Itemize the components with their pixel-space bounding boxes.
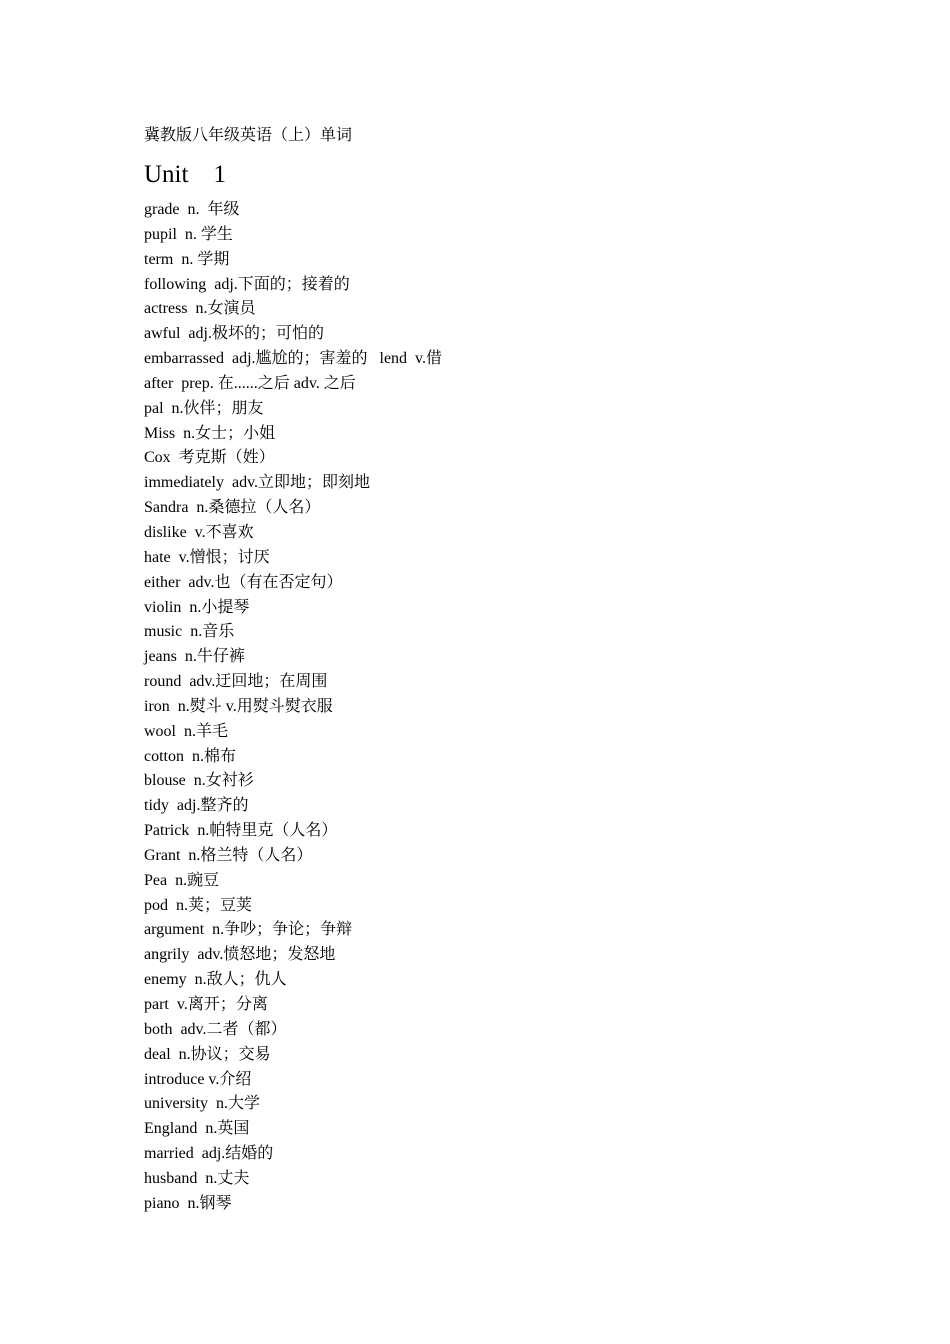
vocabulary-entry: pal n.伙伴；朋友: [144, 399, 264, 417]
vocabulary-entry: both adv.二者（都）: [144, 1020, 287, 1038]
vocabulary-entry: awful adj.极坏的；可怕的: [144, 325, 324, 343]
vocabulary-entry: cotton n.棉布: [144, 747, 236, 765]
vocabulary-entry: part v.离开；分离: [144, 996, 268, 1013]
vocabulary-entry: violin n.小提琴: [144, 598, 250, 616]
unit-heading: Unit 1: [144, 161, 226, 188]
vocabulary-entry: married adj.结婚的: [144, 1145, 274, 1163]
vocabulary-entry: actress n.女演员: [144, 300, 256, 318]
vocabulary-entry: round adv.迂回地；在周围: [144, 673, 328, 691]
vocabulary-entry: embarrassed adj.尴尬的；害羞的 lend v.借: [144, 350, 443, 368]
vocabulary-entry: husband n.丈夫: [144, 1169, 250, 1187]
vocabulary-entry: tidy adj.整齐的: [144, 797, 249, 815]
vocabulary-entry: music n.音乐: [144, 623, 235, 641]
vocabulary-entry: argument n.争吵；争论；争辩: [144, 921, 353, 939]
vocabulary-entry: jeans n.牛仔裤: [144, 648, 245, 666]
vocabulary-entry: angrily adv.愤怒地；发怒地: [144, 946, 336, 964]
vocabulary-entry: immediately adv.立即地；即刻地: [144, 474, 371, 492]
vocabulary-entry: iron n.熨斗 v.用熨斗熨衣服: [144, 697, 333, 715]
vocabulary-entry: introduce v.介绍: [144, 1070, 252, 1088]
vocabulary-entry: Miss n.女士；小姐: [144, 424, 276, 442]
vocabulary-entry: pupil n. 学生: [144, 225, 233, 243]
vocabulary-entry: blouse n.女衬衫: [144, 772, 254, 790]
vocabulary-entry: pod n.荚；豆荚: [144, 896, 253, 914]
vocabulary-entry: Grant n.格兰特（人名）: [144, 846, 313, 864]
vocabulary-list: [144, 198, 442, 1217]
vocabulary-entry: Cox 考克斯（姓）: [144, 449, 275, 467]
vocabulary-entry: grade n. 年级: [144, 201, 240, 218]
vocabulary-entry: dislike v.不喜欢: [144, 523, 254, 541]
vocabulary-entry: Sandra n.桑德拉（人名）: [144, 499, 321, 517]
vocabulary-entry: following adj.下面的；接着的: [144, 275, 350, 293]
vocabulary-entry: England n.英国: [144, 1120, 250, 1138]
vocabulary-entry: after prep. 在......之后 adv. 之后: [144, 374, 356, 392]
vocabulary-entry: university n.大学: [144, 1095, 260, 1113]
vocabulary-entry: either adv.也（有在否定句）: [144, 573, 343, 591]
vocabulary-entry: Pea n.豌豆: [144, 871, 220, 889]
vocabulary-entry: deal n.协议；交易: [144, 1045, 271, 1063]
vocabulary-entry: enemy n.敌人；仇人: [144, 971, 287, 989]
vocabulary-entry: Patrick n.帕特里克（人名）: [144, 822, 338, 840]
vocabulary-entry: piano n.钢琴: [144, 1194, 232, 1212]
vocabulary-entry: wool n.羊毛: [144, 722, 229, 740]
document-title: 冀教版八年级英语（上）单词: [144, 127, 353, 144]
vocabulary-entry: term n. 学期: [144, 250, 230, 268]
vocabulary-entry: hate v.憎恨；讨厌: [144, 548, 270, 566]
